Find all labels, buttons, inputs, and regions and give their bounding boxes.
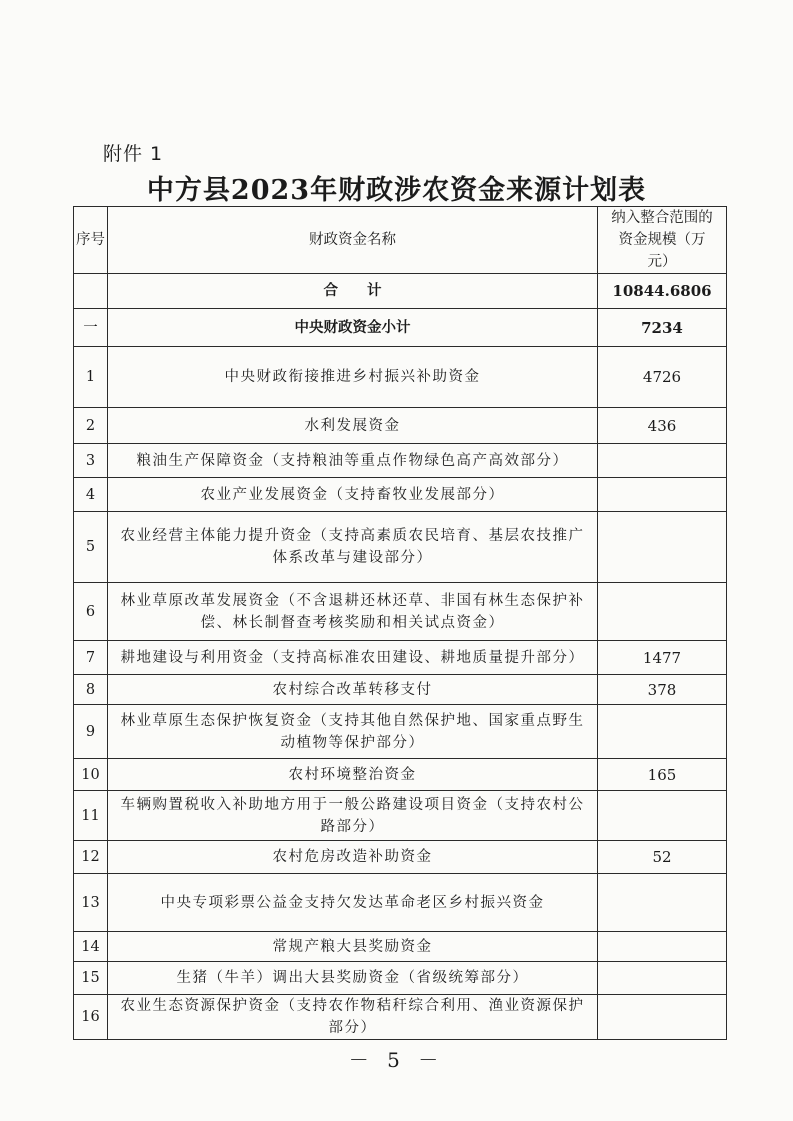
row-amount [598, 995, 727, 1040]
row-name: 耕地建设与利用资金（支持高标准农田建设、耕地质量提升部分） [108, 641, 598, 675]
row-name: 林业草原改革发展资金（不含退耕还林还草、非国有林生态保护补偿、林长制督查考核奖励和相关试点资金） [108, 583, 598, 641]
row-no: 13 [74, 874, 108, 932]
subtotal-row [74, 309, 727, 347]
row-no: 9 [74, 705, 108, 759]
row-name: 农业经营主体能力提升资金（支持高素质农民培育、基层农技推广体系改革与建设部分） [108, 512, 598, 583]
row-amount: 165 [598, 759, 727, 791]
row-name: 农村危房改造补助资金 [108, 841, 598, 874]
row-name: 农业产业发展资金（支持畜牧业发展部分） [108, 478, 598, 512]
table-row [74, 347, 727, 408]
row-no: 11 [74, 791, 108, 841]
row-name: 生猪（牛羊）调出大县奖励资金（省级统筹部分） [108, 962, 598, 995]
table-row [74, 962, 727, 995]
table-row [74, 583, 727, 641]
subtotal-no: 一 [74, 309, 108, 347]
row-no: 8 [74, 675, 108, 705]
row-no: 5 [74, 512, 108, 583]
header-row [74, 207, 727, 274]
row-amount [598, 932, 727, 962]
row-name: 农村环境整治资金 [108, 759, 598, 791]
total-amount: 10844.6806 [598, 274, 727, 309]
row-name: 林业草原生态保护恢复资金（支持其他自然保护地、国家重点野生动植物等保护部分） [108, 705, 598, 759]
row-amount: 436 [598, 408, 727, 444]
row-no: 16 [74, 995, 108, 1040]
row-amount [598, 705, 727, 759]
row-no: 7 [74, 641, 108, 675]
row-no: 10 [74, 759, 108, 791]
table-row [74, 759, 727, 791]
funding-table [73, 206, 727, 1040]
row-name: 中央财政衔接推进乡村振兴补助资金 [108, 347, 598, 408]
row-name: 车辆购置税收入补助地方用于一般公路建设项目资金（支持农村公路部分） [108, 791, 598, 841]
row-no: 1 [74, 347, 108, 408]
row-no: 12 [74, 841, 108, 874]
page-title: 中方县2023年财政涉农资金来源计划表 [146, 175, 647, 206]
total-row [74, 274, 727, 309]
table-row [74, 874, 727, 932]
row-amount [598, 512, 727, 583]
table-row [74, 641, 727, 675]
row-amount [598, 962, 727, 995]
row-name: 水利发展资金 [108, 408, 598, 444]
table-row [74, 675, 727, 705]
row-amount: 378 [598, 675, 727, 705]
row-no: 4 [74, 478, 108, 512]
table-row [74, 705, 727, 759]
header-no: 序号 [74, 207, 108, 274]
table-row [74, 841, 727, 874]
row-name: 农村综合改革转移支付 [108, 675, 598, 705]
table-row [74, 478, 727, 512]
page-number: － 5 － [348, 1048, 445, 1072]
row-no: 3 [74, 444, 108, 478]
row-amount: 4726 [598, 347, 727, 408]
total-label: 合 计 [108, 274, 598, 309]
row-name: 粮油生产保障资金（支持粮油等重点作物绿色高产高效部分） [108, 444, 598, 478]
row-amount [598, 791, 727, 841]
header-amount: 纳入整合范围的资金规模（万元） [598, 207, 727, 274]
header-name: 财政资金名称 [108, 207, 598, 274]
row-amount: 52 [598, 841, 727, 874]
table-row [74, 995, 727, 1040]
table-row [74, 444, 727, 478]
row-amount [598, 874, 727, 932]
row-no: 14 [74, 932, 108, 962]
table-row [74, 408, 727, 444]
row-amount [598, 478, 727, 512]
table-row [74, 512, 727, 583]
row-name: 农业生态资源保护资金（支持农作物秸秆综合利用、渔业资源保护部分） [108, 995, 598, 1040]
row-no: 2 [74, 408, 108, 444]
row-no: 6 [74, 583, 108, 641]
row-name: 中央专项彩票公益金支持欠发达革命老区乡村振兴资金 [108, 874, 598, 932]
row-amount [598, 583, 727, 641]
attachment-label: 附件 1 [103, 143, 164, 165]
subtotal-label: 中央财政资金小计 [108, 309, 598, 347]
table-row [74, 932, 727, 962]
row-no: 15 [74, 962, 108, 995]
row-amount [598, 444, 727, 478]
table-row [74, 791, 727, 841]
row-amount: 1477 [598, 641, 727, 675]
row-name: 常规产粮大县奖励资金 [108, 932, 598, 962]
total-no [74, 274, 108, 309]
subtotal-amount: 7234 [598, 309, 727, 347]
